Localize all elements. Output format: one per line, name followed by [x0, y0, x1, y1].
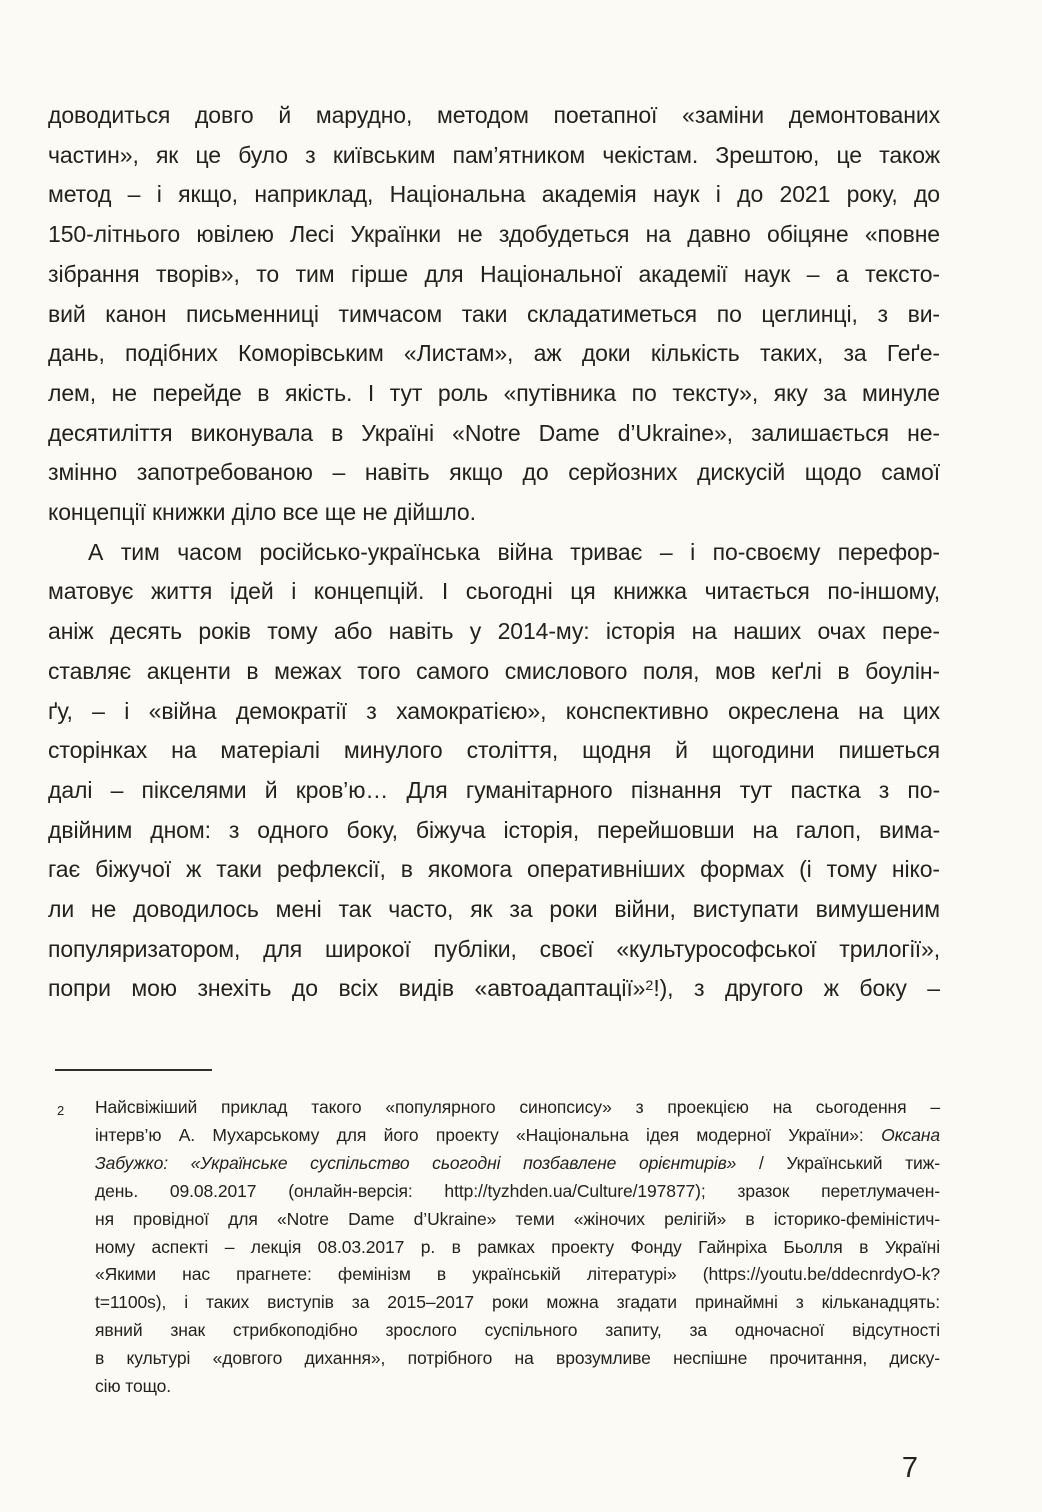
text-line: [48, 255, 940, 295]
text-line: [48, 572, 940, 612]
footnote-marker: 2: [57, 1103, 65, 1118]
text-line: [48, 652, 940, 692]
text-line: [48, 215, 940, 255]
text-line: [48, 612, 940, 652]
text-segment: зібрання творів», то тим гірше для Національної академії наук – а тексто-: [48, 260, 940, 287]
footnote-separator: [55, 1069, 212, 1071]
paragraph: [48, 533, 940, 1013]
text-segment: ґу, – і «війна демократії з хамократією», конспективно окреслена на цих: [48, 697, 940, 724]
text-line: [48, 890, 940, 930]
text-segment: змінно запотребованою – навіть якщо до серйозних дискусій щодо самої: [48, 459, 940, 486]
body-paragraphs: [48, 96, 940, 1013]
text-segment: доводиться довго й марудно, методом поетапної «заміни демонтованих: [48, 102, 940, 128]
text-segment: ня провідної для «Notre Dame d’Ukraine» теми «жіночих релігій» в історико-феміністич-: [95, 1208, 940, 1229]
text-line: [95, 1234, 940, 1262]
text-line: [48, 136, 940, 176]
text-line: [48, 731, 940, 771]
text-segment: t=1100s), і таких виступів за 2015–2017 роки можна згадати принаймні з кільканадцять:: [95, 1292, 940, 1313]
text-segment: А тим часом російсько-українська війна триває – і по-своєму перефор-: [88, 538, 940, 565]
text-segment: Забужко: «Українське суспільство сьогодні позбавлене орієнтирів»: [95, 1152, 737, 1173]
text-line: [48, 414, 940, 454]
text-line: [48, 692, 940, 732]
text-segment: двійним дном: з одного боку, біжуча історія, перейшовши на галоп, вима-: [48, 816, 940, 843]
text-segment: матовує життя ідей і концепцій. І сьогодні ця книжка читається по-іншому,: [48, 578, 940, 605]
text-segment: день. 09.08.2017 (онлайн-версія: http://tyzhden.ua/Culture/197877); зразок перетлумачен-: [95, 1180, 940, 1201]
text-line: [48, 453, 940, 493]
text-segment: 150-літнього ювілею Лесі Українки не здобудеться на давно обіцяне «повне: [48, 221, 940, 248]
text-segment: концепції книжки діло все ще не дійшло.: [48, 499, 476, 526]
footnote: [55, 1094, 940, 1401]
text-segment: популяризатором, для широкої публіки, своєї «культурософської трилогії»,: [48, 935, 940, 962]
text-line: [95, 1206, 940, 1234]
text-segment: далі – пікселями й кров’ю… Для гуманітарного пізнання тут пастка з по-: [48, 776, 940, 803]
text-line: [48, 334, 940, 374]
text-line: [48, 850, 940, 890]
text-segment: аніж десять років тому або навіть у 2014-му: історія на наших очах пере-: [48, 618, 940, 645]
footnote-reference: 2: [645, 978, 654, 995]
text-segment: частин», як це було з київським пам’ятником чекістам. Зрештою, це також: [48, 141, 940, 168]
text-line: [48, 771, 940, 811]
text-line: [48, 374, 940, 414]
text-segment: дань, подібних Коморівським «Листам», аж доки кількість таких, за Геґе-: [48, 340, 940, 367]
text-segment: !), з другого ж боку –: [653, 975, 940, 1002]
text-line: [95, 1178, 940, 1206]
text-line: [48, 811, 940, 851]
text-segment: лем, не перейде в якість. І тут роль «путівника по тексту», яку за минуле: [48, 379, 940, 406]
text-line: [48, 969, 940, 1013]
text-line: [95, 1261, 940, 1289]
text-line: [95, 1150, 940, 1178]
text-segment: Оксана: [881, 1124, 940, 1145]
text-segment: Найсвіжіший приклад такого «популярного синопсису» з проекцією на сьогодення –: [95, 1097, 940, 1117]
text-line: [95, 1345, 940, 1373]
text-segment: сторінках на матеріалі минулого століття, щодня й щогодини пишеться: [48, 737, 940, 764]
text-segment: в культурі «довгого дихання», потрібного на врозумливе неспішне прочитання, диску-: [95, 1348, 940, 1369]
text-line: [95, 1373, 940, 1401]
text-segment: ли не доводилось мені так часто, як за роки війни, виступати вимушеним: [48, 896, 940, 923]
text-line: [48, 175, 940, 215]
text-line: [48, 96, 940, 136]
footnote-text: [95, 1094, 940, 1401]
paragraph: [48, 96, 940, 533]
text-segment: вий канон письменниці тимчасом таки складатиметься по цеглинці, з ви-: [48, 300, 940, 327]
text-segment: явний знак стрибкоподібно зрослого суспільного запиту, за одночасної відсутності: [95, 1320, 940, 1341]
text-segment: ставляє акценти в межах того самого смислового поля, мов кеґлі в боулін-: [48, 657, 940, 684]
page-number: 7: [901, 1452, 918, 1484]
text-line: [48, 493, 940, 533]
text-segment: десятиліття виконувала в Україні «Notre Dame d’Ukraine», залишається не-: [48, 419, 940, 446]
text-segment: метод – і якщо, наприклад, Національна академія наук і до 2021 року, до: [48, 181, 940, 208]
text-line: [95, 1289, 940, 1317]
text-line: [95, 1122, 940, 1150]
text-segment: «Якими нас прагнете: фемінізм в українській літературі» (https://youtu.be/ddecnrdyO-k?: [95, 1264, 940, 1285]
text-segment: гає біжучої ж таки рефлексії, в якомога оперативніших формах (і тому ніко-: [48, 856, 940, 883]
text-line: [95, 1094, 940, 1122]
text-segment: ному аспекті – лекція 08.03.2017 р. в рамках проекту Фонду Гайнріха Бьолля в Україні: [95, 1236, 940, 1257]
text-segment: інтерв’ю А. Мухарському для його проекту «Національна ідея модерної України»:: [95, 1124, 882, 1145]
text-line: [48, 295, 940, 335]
text-segment: сію тощо.: [95, 1376, 172, 1397]
text-line: [48, 930, 940, 970]
text-segment: / Український тиж-: [736, 1152, 940, 1173]
text-line: [95, 1317, 940, 1345]
text-line: [48, 533, 940, 573]
text-segment: попри мою знехіть до всіх видів «автоадаптації»: [48, 975, 646, 1002]
